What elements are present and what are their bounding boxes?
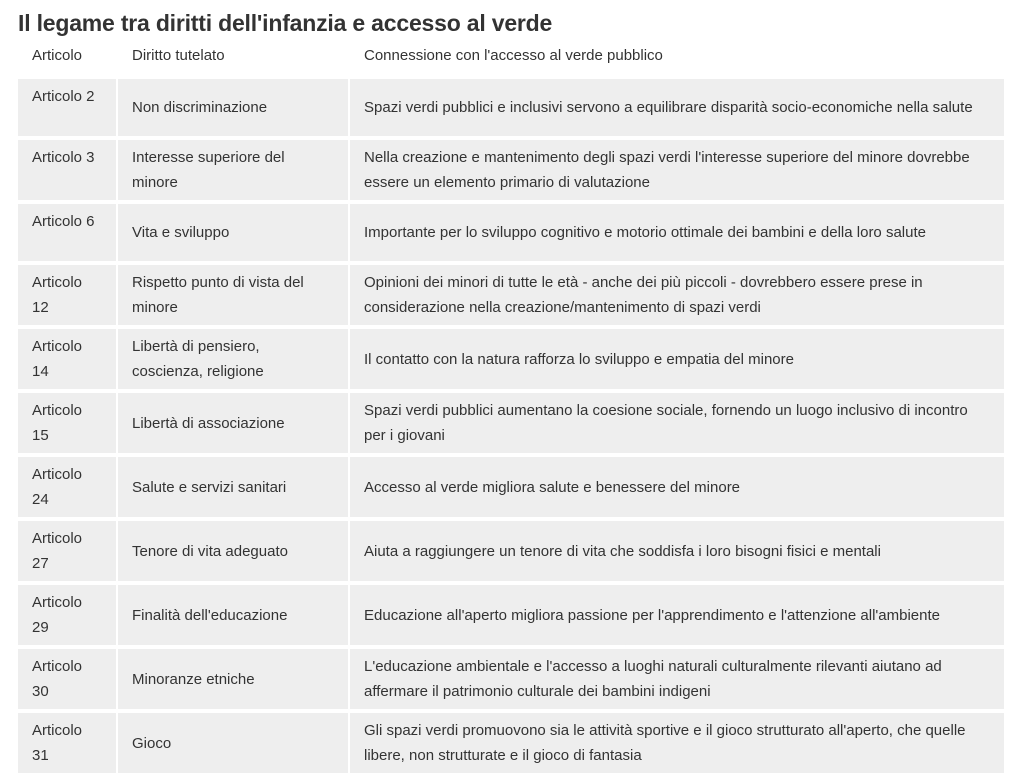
cell-connection: Nella creazione e mantenimento degli spazi verdi l'interesse superiore del minore dovrebbe essere un elemento primario di valutazione xyxy=(350,140,1004,200)
cell-right: Minoranze etniche xyxy=(118,649,350,709)
cell-article: Articolo 15 xyxy=(18,393,118,453)
cell-right: Gioco xyxy=(118,713,350,773)
table-row xyxy=(18,585,1004,645)
cell-article: Articolo 30 xyxy=(18,649,118,709)
table-row xyxy=(18,204,1004,261)
table-header-row xyxy=(18,47,1004,75)
cell-right: Interesse superiore del minore xyxy=(118,140,350,200)
cell-article: Articolo 31 xyxy=(18,713,118,773)
cell-right: Finalità dell'educazione xyxy=(118,585,350,645)
table-row xyxy=(18,265,1004,325)
cell-connection: Spazi verdi pubblici aumentano la coesione sociale, fornendo un luogo inclusivo di incontro per i giovani xyxy=(350,393,1004,453)
cell-article: Articolo 3 xyxy=(18,140,118,200)
cell-right: Rispetto punto di vista del minore xyxy=(118,265,350,325)
header-article: Articolo xyxy=(32,47,83,64)
cell-connection: Il contatto con la natura rafforza lo sviluppo e empatia del minore xyxy=(350,329,1004,389)
header-right: Diritto tutelato xyxy=(132,47,225,64)
table-row xyxy=(18,329,1004,389)
cell-connection: Educazione all'aperto migliora passione per l'apprendimento e l'attenzione all'ambiente xyxy=(350,585,1004,645)
cell-connection: Gli spazi verdi promuovono sia le attività sportive e il gioco strutturato all'aperto, che quelle libere, non strutturate e il gioco di fantasia xyxy=(350,713,1004,773)
cell-connection: Aiuta a raggiungere un tenore di vita che soddisfa i loro bisogni fisici e mentali xyxy=(350,521,1004,581)
cell-right: Libertà di associazione xyxy=(118,393,350,453)
table-row xyxy=(18,140,1004,200)
cell-connection: Spazi verdi pubblici e inclusivi servono a equilibrare disparità socio-economiche nella salute xyxy=(350,79,1004,136)
table-row xyxy=(18,521,1004,581)
cell-connection: Accesso al verde migliora salute e benessere del minore xyxy=(350,457,1004,517)
cell-connection: L'educazione ambientale e l'accesso a luoghi naturali culturalmente rilevanti aiutano ad affermare il patrimonio culturale dei bambini indigeni xyxy=(350,649,1004,709)
table-row xyxy=(18,393,1004,453)
table-row xyxy=(18,457,1004,517)
table-row xyxy=(18,79,1004,136)
cell-article: Articolo 2 xyxy=(18,79,118,136)
cell-right: Tenore di vita adeguato xyxy=(118,521,350,581)
cell-article: Articolo 6 xyxy=(18,204,118,261)
table-row xyxy=(18,649,1004,709)
cell-right: Vita e sviluppo xyxy=(118,204,350,261)
rights-table xyxy=(18,43,1004,777)
cell-article: Articolo 27 xyxy=(18,521,118,581)
cell-article: Articolo 29 xyxy=(18,585,118,645)
cell-connection: Importante per lo sviluppo cognitivo e motorio ottimale dei bambini e della loro salute xyxy=(350,204,1004,261)
header-connection: Connessione con l'accesso al verde pubblico xyxy=(364,47,663,64)
cell-article: Articolo 24 xyxy=(18,457,118,517)
cell-article: Articolo 12 xyxy=(18,265,118,325)
cell-article: Articolo 14 xyxy=(18,329,118,389)
cell-connection: Opinioni dei minori di tutte le età - anche dei più piccoli - dovrebbero essere prese in considerazione nella creazione/mantenimento di spazi verdi xyxy=(350,265,1004,325)
cell-right: Libertà di pensiero, coscienza, religione xyxy=(118,329,350,389)
page-title: Il legame tra diritti dell'infanzia e accesso al verde xyxy=(18,10,553,36)
table-row xyxy=(18,713,1004,773)
cell-right: Salute e servizi sanitari xyxy=(118,457,350,517)
cell-right: Non discriminazione xyxy=(118,79,350,136)
